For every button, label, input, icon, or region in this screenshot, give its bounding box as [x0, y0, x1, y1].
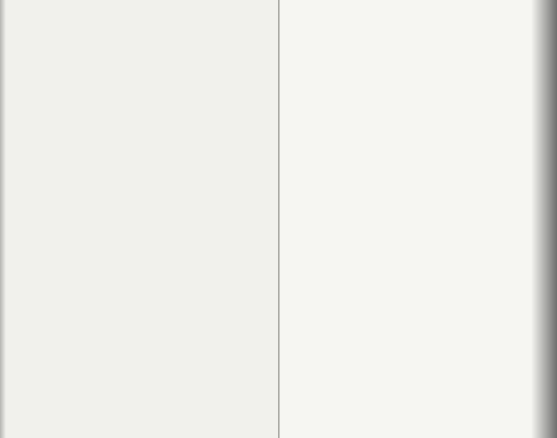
- page-left: [0, 0, 278, 438]
- page-edge-shadow: [531, 0, 557, 438]
- page-shadow: [0, 0, 6, 438]
- page-right: [280, 0, 557, 438]
- page-number: [8, 4, 270, 13]
- page-number: [296, 4, 549, 13]
